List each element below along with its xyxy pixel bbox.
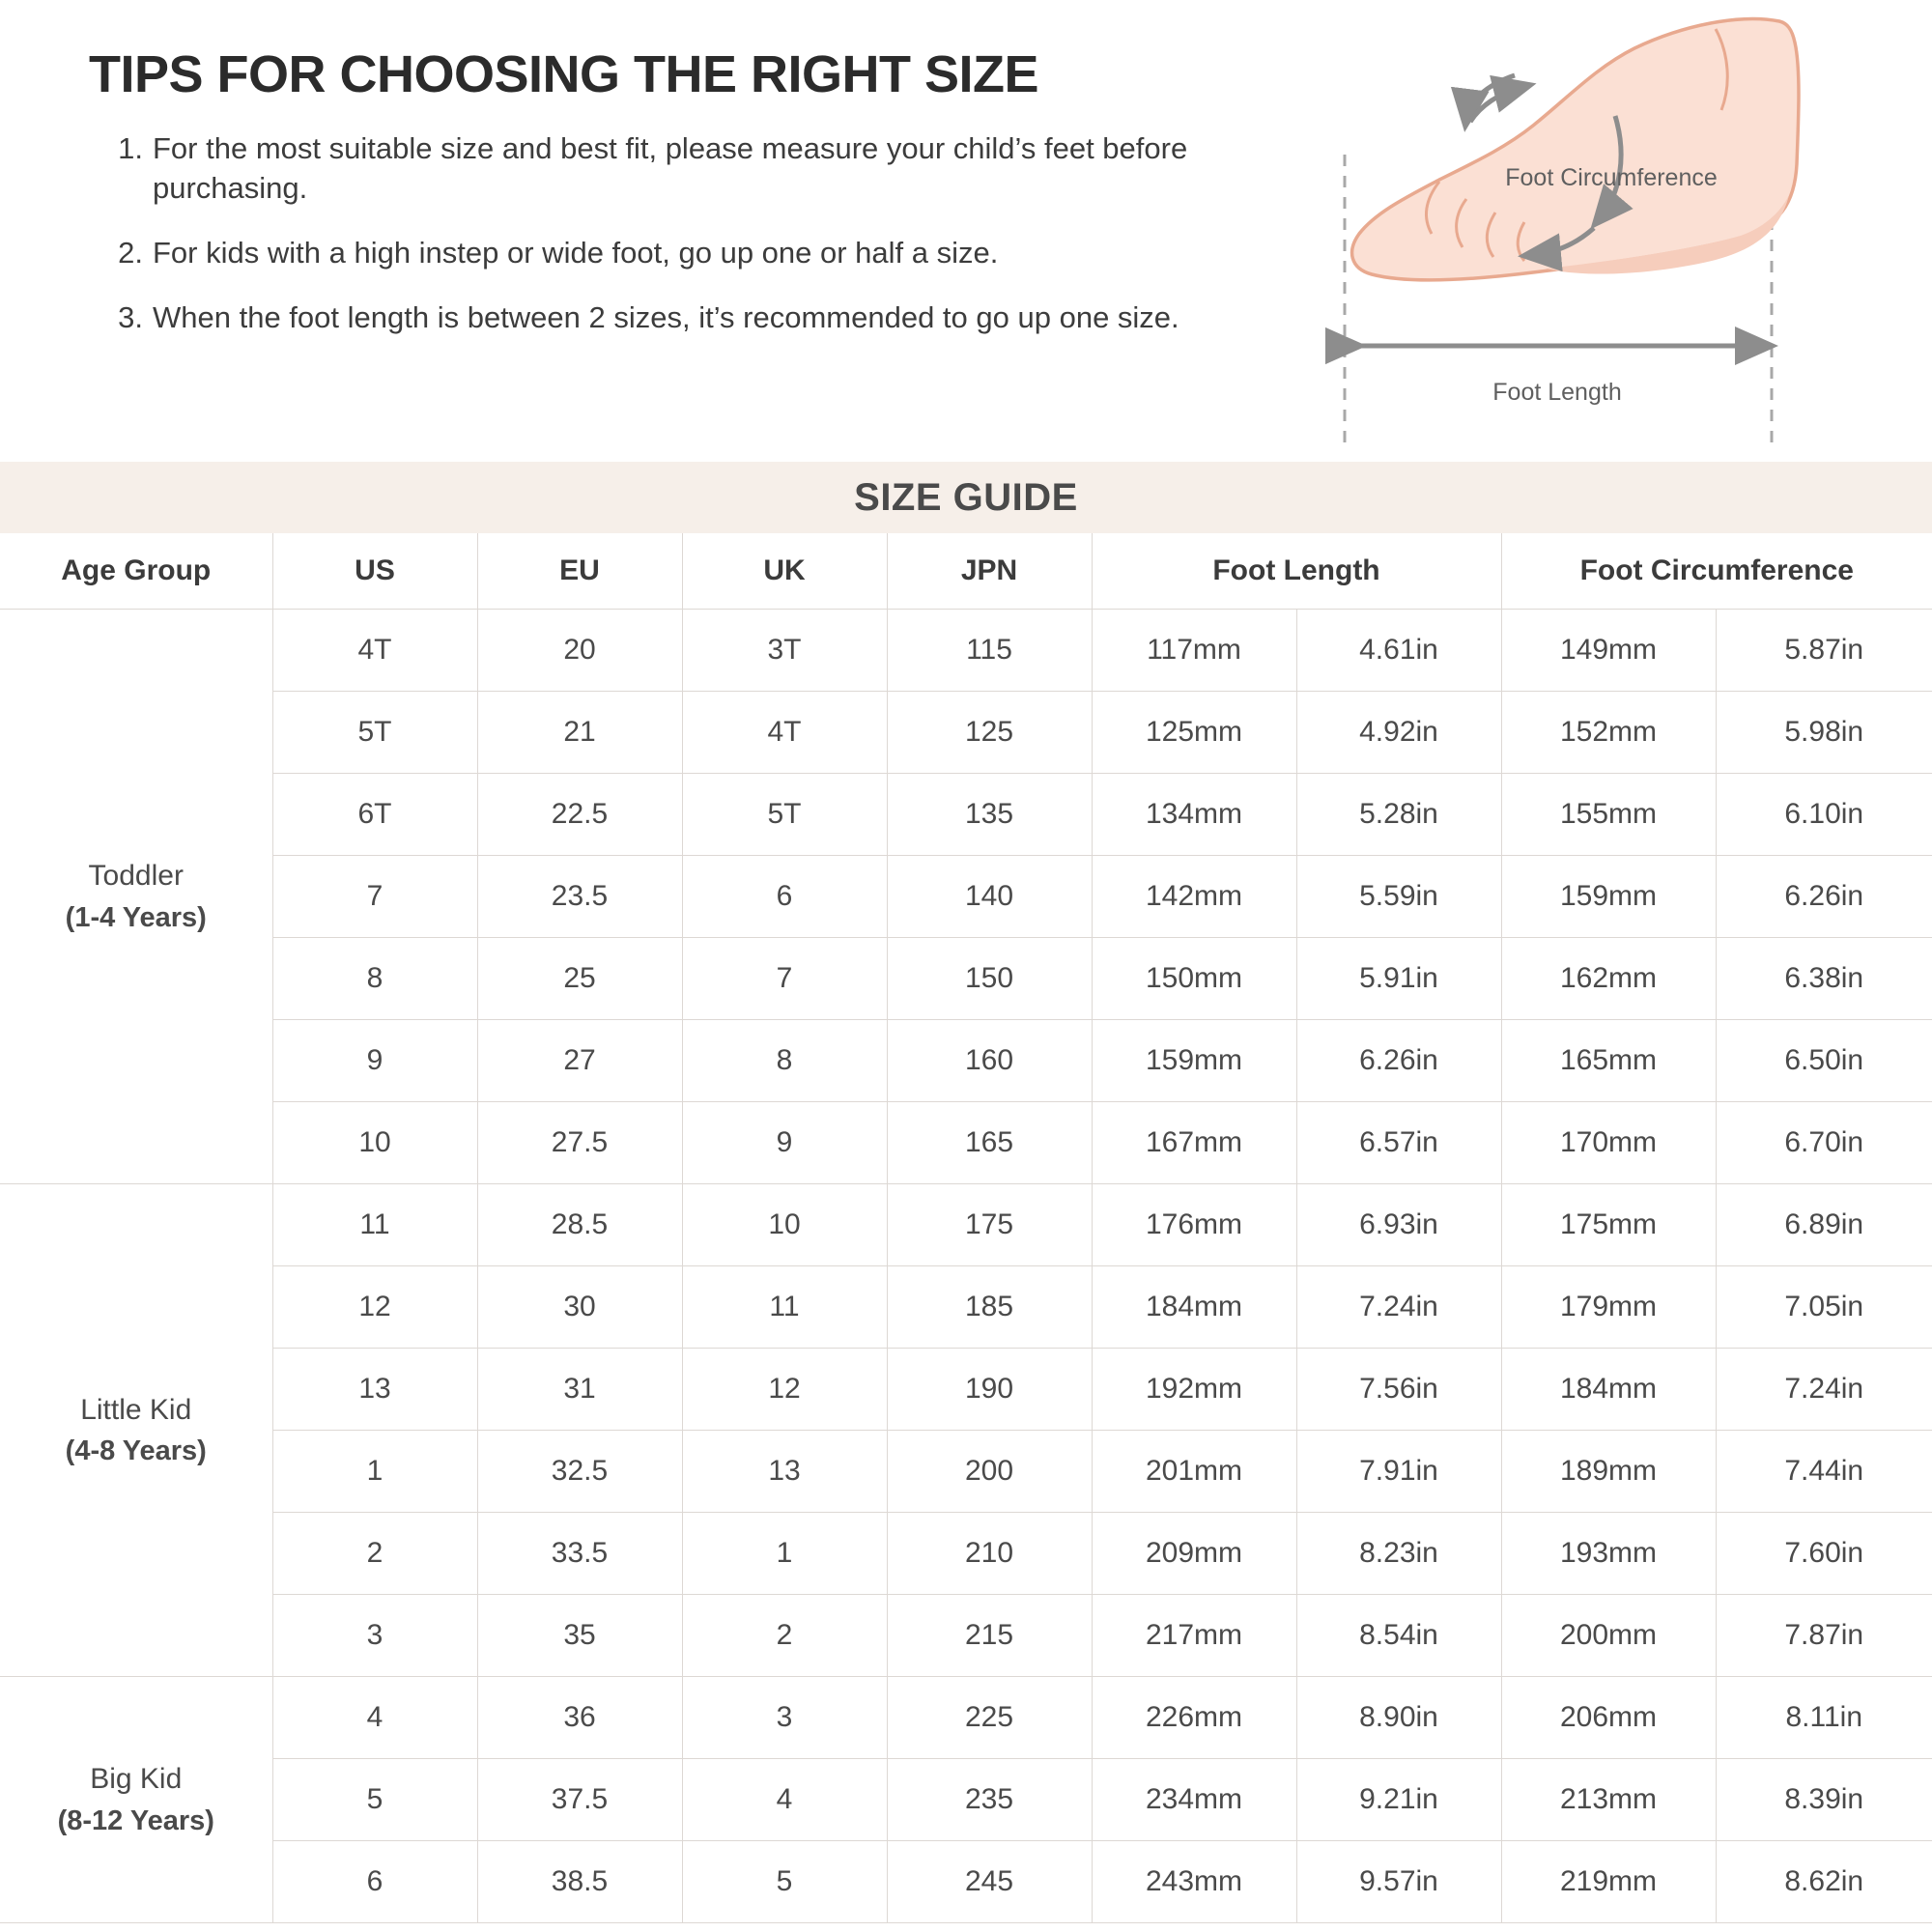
cell-jpn: 185 (887, 1266, 1092, 1349)
cell-foot-circumference-in: 7.44in (1716, 1431, 1932, 1513)
cell-eu: 22.5 (477, 774, 682, 856)
cell-jpn: 165 (887, 1102, 1092, 1184)
cell-foot-length-mm: 234mm (1092, 1759, 1296, 1841)
table-row (0, 1266, 1932, 1349)
cell-uk: 5T (682, 774, 887, 856)
table-row (0, 856, 1932, 938)
tips-list (93, 129, 1349, 338)
cell-foot-length-mm: 176mm (1092, 1184, 1296, 1266)
cell-foot-length-mm: 142mm (1092, 856, 1296, 938)
cell-us: 4 (272, 1677, 477, 1759)
cell-foot-length-mm: 209mm (1092, 1513, 1296, 1595)
cell-uk: 5 (682, 1841, 887, 1923)
cell-foot-circumference-in: 6.70in (1716, 1102, 1932, 1184)
cell-foot-length-in: 5.91in (1296, 938, 1501, 1020)
cell-foot-circumference-mm: 149mm (1501, 610, 1716, 692)
cell-jpn: 225 (887, 1677, 1092, 1759)
cell-foot-length-in: 8.54in (1296, 1595, 1501, 1677)
column-header-foot-length: Foot Length (1092, 533, 1501, 610)
table-row (0, 938, 1932, 1020)
age-group-name: Big Kid (90, 1763, 183, 1796)
cell-eu: 23.5 (477, 856, 682, 938)
table-row (0, 1102, 1932, 1184)
cell-foot-length-in: 5.28in (1296, 774, 1501, 856)
age-group-big-kid (0, 1677, 272, 1923)
cell-jpn: 235 (887, 1759, 1092, 1841)
foot-length-label: Foot Length (1492, 379, 1622, 406)
cell-foot-length-in: 7.91in (1296, 1431, 1501, 1513)
cell-foot-circumference-mm: 189mm (1501, 1431, 1716, 1513)
cell-foot-circumference-mm: 179mm (1501, 1266, 1716, 1349)
cell-jpn: 140 (887, 856, 1092, 938)
cell-foot-length-in: 5.59in (1296, 856, 1501, 938)
cell-foot-length-mm: 184mm (1092, 1266, 1296, 1349)
table-row (0, 1759, 1932, 1841)
cell-foot-circumference-in: 8.62in (1716, 1841, 1932, 1923)
age-group-range: (1-4 Years) (65, 901, 207, 933)
list-item (93, 234, 1349, 273)
cell-jpn: 200 (887, 1431, 1092, 1513)
cell-foot-circumference-in: 7.24in (1716, 1349, 1932, 1431)
table-row (0, 1184, 1932, 1266)
cell-foot-length-mm: 201mm (1092, 1431, 1296, 1513)
cell-us: 11 (272, 1184, 477, 1266)
table-row (0, 1677, 1932, 1759)
cell-eu: 30 (477, 1266, 682, 1349)
cell-us: 5 (272, 1759, 477, 1841)
foot-measurement-diagram (1325, 10, 1886, 444)
cell-foot-circumference-in: 6.89in (1716, 1184, 1932, 1266)
cell-jpn: 125 (887, 692, 1092, 774)
cell-eu: 37.5 (477, 1759, 682, 1841)
cell-uk: 3T (682, 610, 887, 692)
cell-foot-circumference-mm: 200mm (1501, 1595, 1716, 1677)
cell-eu: 33.5 (477, 1513, 682, 1595)
cell-foot-length-mm: 167mm (1092, 1102, 1296, 1184)
cell-foot-circumference-in: 8.39in (1716, 1759, 1932, 1841)
cell-uk: 3 (682, 1677, 887, 1759)
cell-us: 7 (272, 856, 477, 938)
cell-us: 12 (272, 1266, 477, 1349)
cell-foot-circumference-in: 6.38in (1716, 938, 1932, 1020)
cell-foot-length-mm: 150mm (1092, 938, 1296, 1020)
cell-us: 9 (272, 1020, 477, 1102)
cell-foot-length-in: 4.61in (1296, 610, 1501, 692)
age-group-name: Toddler (88, 860, 184, 893)
table-header-row (0, 533, 1932, 610)
cell-foot-circumference-mm: 152mm (1501, 692, 1716, 774)
age-group-range: (4-8 Years) (65, 1435, 207, 1467)
cell-foot-length-in: 8.90in (1296, 1677, 1501, 1759)
cell-uk: 8 (682, 1020, 887, 1102)
cell-foot-circumference-mm: 159mm (1501, 856, 1716, 938)
cell-foot-circumference-in: 6.10in (1716, 774, 1932, 856)
cell-foot-circumference-in: 5.87in (1716, 610, 1932, 692)
cell-foot-circumference-mm: 162mm (1501, 938, 1716, 1020)
cell-jpn: 115 (887, 610, 1092, 692)
cell-eu: 21 (477, 692, 682, 774)
cell-foot-circumference-in: 5.98in (1716, 692, 1932, 774)
cell-us: 10 (272, 1102, 477, 1184)
cell-eu: 31 (477, 1349, 682, 1431)
cell-foot-length-in: 9.21in (1296, 1759, 1501, 1841)
cell-us: 3 (272, 1595, 477, 1677)
cell-foot-length-mm: 134mm (1092, 774, 1296, 856)
cell-foot-circumference-in: 7.05in (1716, 1266, 1932, 1349)
cell-eu: 36 (477, 1677, 682, 1759)
cell-eu: 32.5 (477, 1431, 682, 1513)
column-header-age-group: Age Group (0, 533, 272, 610)
cell-foot-length-in: 4.92in (1296, 692, 1501, 774)
tip-number: 3. (118, 299, 143, 334)
cell-jpn: 215 (887, 1595, 1092, 1677)
age-group-toddler (0, 610, 272, 1184)
cell-us: 1 (272, 1431, 477, 1513)
cell-us: 13 (272, 1349, 477, 1431)
cell-eu: 27.5 (477, 1102, 682, 1184)
tips-section (0, 0, 1932, 462)
cell-foot-length-in: 7.56in (1296, 1349, 1501, 1431)
cell-uk: 4 (682, 1759, 887, 1841)
age-group-range: (8-12 Years) (57, 1804, 214, 1836)
cell-us: 5T (272, 692, 477, 774)
tip-text: For the most suitable size and best fit, please measure your child’s feet before purchasing. (153, 131, 1188, 205)
cell-foot-circumference-mm: 170mm (1501, 1102, 1716, 1184)
table-row (0, 610, 1932, 692)
table-row (0, 1595, 1932, 1677)
tip-number: 1. (118, 131, 143, 165)
cell-foot-circumference-in: 8.11in (1716, 1677, 1932, 1759)
cell-foot-circumference-mm: 175mm (1501, 1184, 1716, 1266)
table-row (0, 1513, 1932, 1595)
column-header-jpn: JPN (887, 533, 1092, 610)
cell-uk: 7 (682, 938, 887, 1020)
foot-circumference-label: Foot Circumference (1505, 164, 1718, 191)
cell-foot-circumference-in: 7.87in (1716, 1595, 1932, 1677)
table-row (0, 1349, 1932, 1431)
cell-foot-length-mm: 217mm (1092, 1595, 1296, 1677)
cell-uk: 12 (682, 1349, 887, 1431)
page-title: TIPS FOR CHOOSING THE RIGHT SIZE (89, 45, 1039, 103)
table-row (0, 692, 1932, 774)
cell-foot-circumference-in: 6.26in (1716, 856, 1932, 938)
cell-foot-length-mm: 117mm (1092, 610, 1296, 692)
cell-foot-circumference-mm: 193mm (1501, 1513, 1716, 1595)
cell-foot-circumference-mm: 184mm (1501, 1349, 1716, 1431)
cell-uk: 13 (682, 1431, 887, 1513)
age-group-little-kid (0, 1184, 272, 1677)
cell-jpn: 160 (887, 1020, 1092, 1102)
cell-eu: 35 (477, 1595, 682, 1677)
column-header-eu: EU (477, 533, 682, 610)
cell-uk: 10 (682, 1184, 887, 1266)
cell-foot-length-mm: 159mm (1092, 1020, 1296, 1102)
cell-foot-circumference-mm: 155mm (1501, 774, 1716, 856)
cell-foot-length-mm: 226mm (1092, 1677, 1296, 1759)
cell-jpn: 150 (887, 938, 1092, 1020)
cell-foot-circumference-mm: 219mm (1501, 1841, 1716, 1923)
cell-uk: 6 (682, 856, 887, 938)
cell-foot-length-mm: 125mm (1092, 692, 1296, 774)
cell-foot-length-mm: 243mm (1092, 1841, 1296, 1923)
cell-jpn: 245 (887, 1841, 1092, 1923)
cell-foot-length-in: 6.57in (1296, 1102, 1501, 1184)
tip-text: For kids with a high instep or wide foot, go up one or half a size. (153, 235, 999, 270)
cell-foot-circumference-in: 7.60in (1716, 1513, 1932, 1595)
cell-foot-circumference-mm: 206mm (1501, 1677, 1716, 1759)
table-row (0, 1841, 1932, 1923)
cell-uk: 1 (682, 1513, 887, 1595)
cell-uk: 2 (682, 1595, 887, 1677)
list-item (93, 298, 1349, 338)
cell-foot-circumference-in: 6.50in (1716, 1020, 1932, 1102)
cell-eu: 28.5 (477, 1184, 682, 1266)
tip-number: 2. (118, 235, 143, 270)
cell-foot-length-in: 9.57in (1296, 1841, 1501, 1923)
size-guide-banner (0, 462, 1932, 533)
size-guide-title: SIZE GUIDE (854, 475, 1078, 519)
column-header-foot-circumference: Foot Circumference (1501, 533, 1932, 610)
cell-foot-length-mm: 192mm (1092, 1349, 1296, 1431)
cell-jpn: 175 (887, 1184, 1092, 1266)
cell-jpn: 190 (887, 1349, 1092, 1431)
cell-us: 6 (272, 1841, 477, 1923)
age-group-name: Little Kid (80, 1393, 192, 1426)
cell-uk: 4T (682, 692, 887, 774)
cell-jpn: 135 (887, 774, 1092, 856)
cell-us: 2 (272, 1513, 477, 1595)
cell-foot-circumference-mm: 213mm (1501, 1759, 1716, 1841)
table-row (0, 774, 1932, 856)
cell-eu: 20 (477, 610, 682, 692)
cell-eu: 25 (477, 938, 682, 1020)
size-guide-table (0, 533, 1932, 1923)
cell-jpn: 210 (887, 1513, 1092, 1595)
cell-eu: 27 (477, 1020, 682, 1102)
column-header-us: US (272, 533, 477, 610)
cell-eu: 38.5 (477, 1841, 682, 1923)
cell-uk: 11 (682, 1266, 887, 1349)
tip-text: When the foot length is between 2 sizes, it’s recommended to go up one size. (153, 299, 1179, 334)
cell-foot-length-in: 7.24in (1296, 1266, 1501, 1349)
cell-uk: 9 (682, 1102, 887, 1184)
cell-us: 4T (272, 610, 477, 692)
cell-us: 6T (272, 774, 477, 856)
cell-foot-length-in: 6.26in (1296, 1020, 1501, 1102)
table-row (0, 1431, 1932, 1513)
list-item (93, 129, 1349, 209)
cell-us: 8 (272, 938, 477, 1020)
cell-foot-length-in: 6.93in (1296, 1184, 1501, 1266)
cell-foot-length-in: 8.23in (1296, 1513, 1501, 1595)
table-row (0, 1020, 1932, 1102)
column-header-uk: UK (682, 533, 887, 610)
cell-foot-circumference-mm: 165mm (1501, 1020, 1716, 1102)
